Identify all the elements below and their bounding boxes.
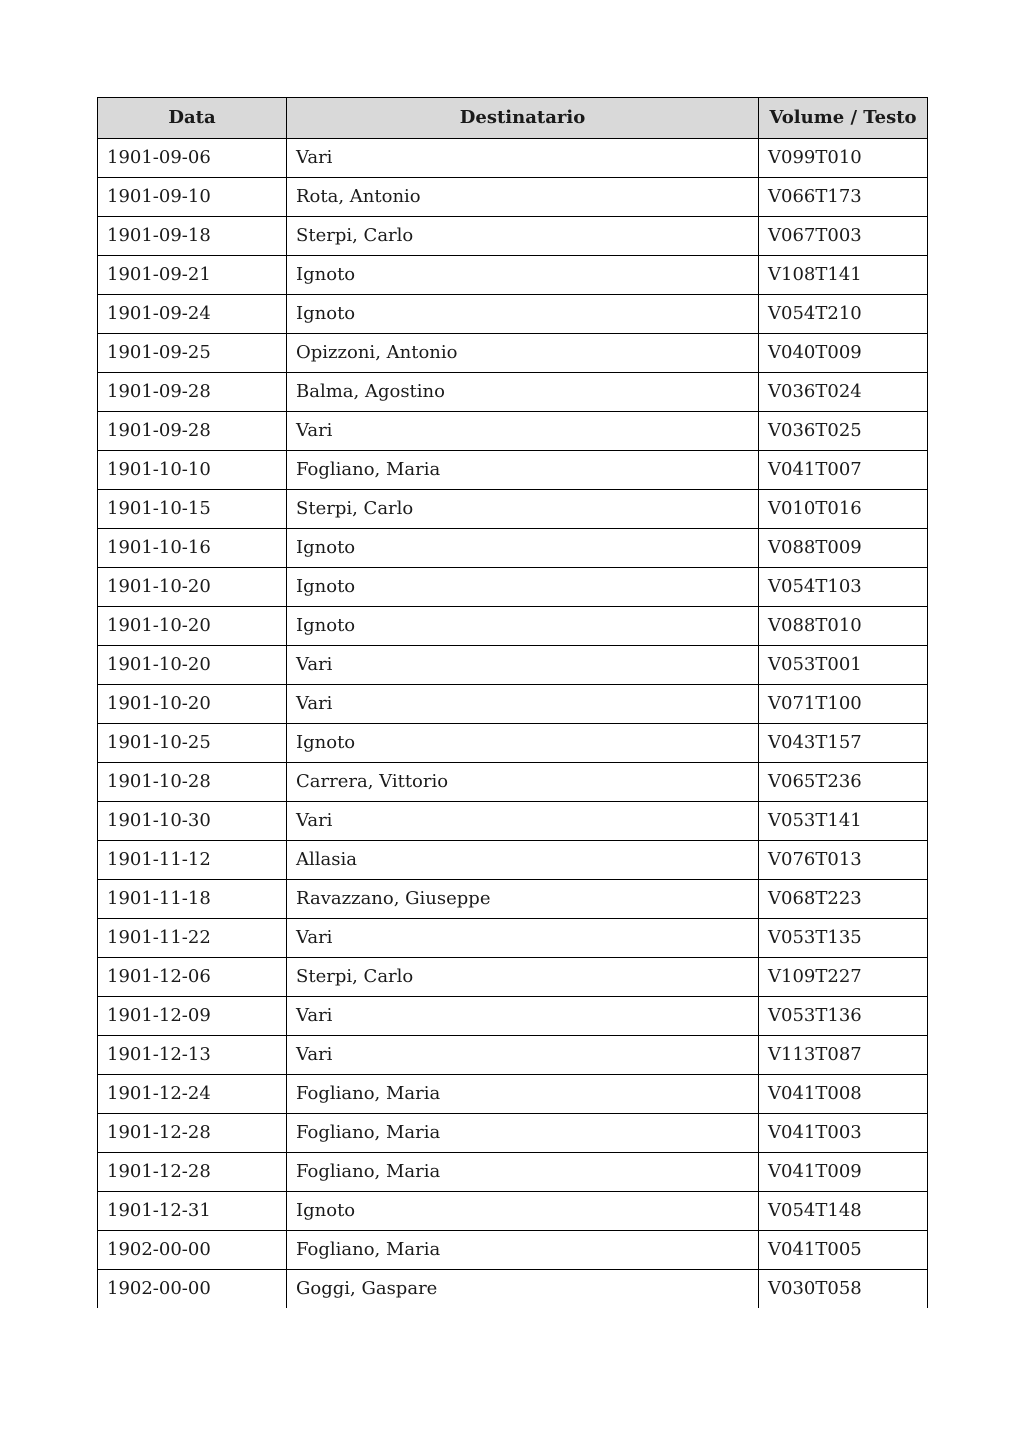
cell-date: 1901-11-18 (98, 880, 287, 919)
table-row (98, 412, 928, 451)
cell-volume-text: V041T008 (759, 1075, 928, 1114)
cell-date: 1901-12-09 (98, 997, 287, 1036)
cell-date: 1901-10-10 (98, 451, 287, 490)
table-row (98, 841, 928, 880)
cell-volume-text: V036T024 (759, 373, 928, 412)
cell-recipient: Fogliano, Maria (287, 1153, 759, 1192)
cell-date: 1901-12-28 (98, 1114, 287, 1153)
header-row (98, 98, 928, 139)
cell-recipient: Balma, Agostino (287, 373, 759, 412)
table-row (98, 529, 928, 568)
cell-volume-text: V108T141 (759, 256, 928, 295)
cell-volume-text: V041T003 (759, 1114, 928, 1153)
cell-volume-text: V054T148 (759, 1192, 928, 1231)
cell-recipient: Ignoto (287, 1192, 759, 1231)
cell-date: 1901-10-20 (98, 646, 287, 685)
cell-date: 1901-09-25 (98, 334, 287, 373)
cell-recipient: Rota, Antonio (287, 178, 759, 217)
cell-date: 1901-10-25 (98, 724, 287, 763)
cell-recipient: Fogliano, Maria (287, 451, 759, 490)
cell-date: 1901-12-06 (98, 958, 287, 997)
cell-date: 1901-11-22 (98, 919, 287, 958)
cell-recipient: Vari (287, 802, 759, 841)
cell-volume-text: V076T013 (759, 841, 928, 880)
table-row (98, 139, 928, 178)
table-row (98, 919, 928, 958)
cell-volume-text: V010T016 (759, 490, 928, 529)
cell-date: 1901-10-15 (98, 490, 287, 529)
table-row (98, 880, 928, 919)
cell-recipient: Ravazzano, Giuseppe (287, 880, 759, 919)
cell-date: 1901-10-20 (98, 607, 287, 646)
cell-volume-text: V040T009 (759, 334, 928, 373)
cell-recipient: Vari (287, 919, 759, 958)
cell-date: 1901-09-06 (98, 139, 287, 178)
table-row (98, 373, 928, 412)
cell-recipient: Ignoto (287, 607, 759, 646)
cell-volume-text: V088T009 (759, 529, 928, 568)
table-row (98, 1153, 928, 1192)
cell-volume-text: V068T223 (759, 880, 928, 919)
cell-volume-text: V041T005 (759, 1231, 928, 1270)
column-header-data: Data (98, 98, 287, 139)
cell-recipient: Fogliano, Maria (287, 1114, 759, 1153)
cell-volume-text: V113T087 (759, 1036, 928, 1075)
cell-recipient: Fogliano, Maria (287, 1075, 759, 1114)
table-row (98, 958, 928, 997)
cell-volume-text: V053T136 (759, 997, 928, 1036)
table-row (98, 724, 928, 763)
cell-recipient: Ignoto (287, 295, 759, 334)
cell-date: 1901-10-30 (98, 802, 287, 841)
table-row (98, 256, 928, 295)
cell-date: 1901-09-24 (98, 295, 287, 334)
cell-date: 1901-09-21 (98, 256, 287, 295)
table-row (98, 295, 928, 334)
table-row (98, 997, 928, 1036)
cell-recipient: Vari (287, 412, 759, 451)
cell-recipient: Ignoto (287, 568, 759, 607)
table-row (98, 646, 928, 685)
cell-volume-text: V054T103 (759, 568, 928, 607)
table-row (98, 802, 928, 841)
table-row (98, 1270, 928, 1309)
cell-recipient: Vari (287, 685, 759, 724)
table-row (98, 763, 928, 802)
cell-recipient: Sterpi, Carlo (287, 958, 759, 997)
cell-date: 1901-12-13 (98, 1036, 287, 1075)
cell-date: 1901-12-31 (98, 1192, 287, 1231)
table-row (98, 178, 928, 217)
table-row (98, 1231, 928, 1270)
cell-volume-text: V043T157 (759, 724, 928, 763)
cell-date: 1901-10-20 (98, 568, 287, 607)
table-row (98, 685, 928, 724)
cell-volume-text: V088T010 (759, 607, 928, 646)
cell-date: 1901-10-28 (98, 763, 287, 802)
cell-date: 1901-09-28 (98, 373, 287, 412)
table-row (98, 1192, 928, 1231)
cell-date: 1902-00-00 (98, 1270, 287, 1309)
cell-recipient: Sterpi, Carlo (287, 490, 759, 529)
cell-volume-text: V067T003 (759, 217, 928, 256)
cell-date: 1901-10-16 (98, 529, 287, 568)
cell-volume-text: V109T227 (759, 958, 928, 997)
cell-recipient: Goggi, Gaspare (287, 1270, 759, 1309)
cell-recipient: Carrera, Vittorio (287, 763, 759, 802)
cell-volume-text: V041T009 (759, 1153, 928, 1192)
cell-recipient: Ignoto (287, 529, 759, 568)
cell-date: 1901-09-10 (98, 178, 287, 217)
table-row (98, 1036, 928, 1075)
cell-volume-text: V099T010 (759, 139, 928, 178)
cell-volume-text: V041T007 (759, 451, 928, 490)
cell-volume-text: V071T100 (759, 685, 928, 724)
table-body (98, 139, 928, 1309)
cell-recipient: Ignoto (287, 724, 759, 763)
letters-table (97, 97, 928, 1308)
cell-volume-text: V053T001 (759, 646, 928, 685)
letters-table-container (97, 97, 927, 1308)
cell-volume-text: V054T210 (759, 295, 928, 334)
cell-date: 1901-09-28 (98, 412, 287, 451)
cell-recipient: Ignoto (287, 256, 759, 295)
table-row (98, 1075, 928, 1114)
cell-recipient: Opizzoni, Antonio (287, 334, 759, 373)
cell-volume-text: V030T058 (759, 1270, 928, 1309)
table-row (98, 490, 928, 529)
table-row (98, 217, 928, 256)
cell-recipient: Allasia (287, 841, 759, 880)
cell-volume-text: V053T135 (759, 919, 928, 958)
cell-volume-text: V065T236 (759, 763, 928, 802)
table-row (98, 1114, 928, 1153)
table-row (98, 568, 928, 607)
cell-recipient: Vari (287, 1036, 759, 1075)
cell-date: 1901-09-18 (98, 217, 287, 256)
cell-volume-text: V066T173 (759, 178, 928, 217)
column-header-destinatario: Destinatario (287, 98, 759, 139)
cell-date: 1901-12-24 (98, 1075, 287, 1114)
cell-date: 1901-12-28 (98, 1153, 287, 1192)
table-row (98, 334, 928, 373)
table-header (98, 98, 928, 139)
cell-date: 1901-10-20 (98, 685, 287, 724)
cell-recipient: Fogliano, Maria (287, 1231, 759, 1270)
table-row (98, 607, 928, 646)
cell-volume-text: V053T141 (759, 802, 928, 841)
cell-recipient: Vari (287, 139, 759, 178)
cell-date: 1901-11-12 (98, 841, 287, 880)
column-header-volume-testo: Volume / Testo (759, 98, 928, 139)
cell-volume-text: V036T025 (759, 412, 928, 451)
cell-recipient: Sterpi, Carlo (287, 217, 759, 256)
table-row (98, 451, 928, 490)
cell-date: 1902-00-00 (98, 1231, 287, 1270)
cell-recipient: Vari (287, 997, 759, 1036)
cell-recipient: Vari (287, 646, 759, 685)
